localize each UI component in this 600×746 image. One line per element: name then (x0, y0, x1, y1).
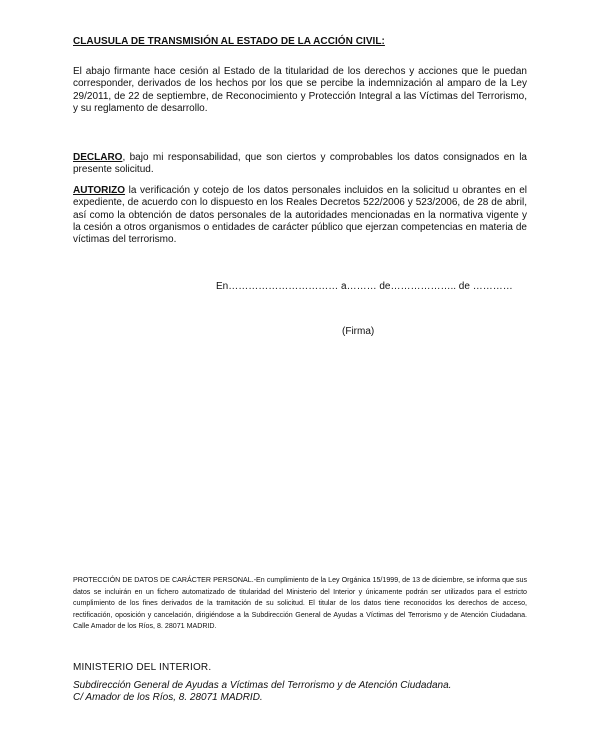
cession-paragraph: El abajo firmante hace cesión al Estado de la titularidad de los derechos y acciones que le puedan corresponder, derivados de los hechos por los que se percibe la indemnización al amparo de la Ley 29/2011, de 22 de septiembre, de Reconocimiento y Protección Integral a las Víctimas del Terrorismo, y su reglamento de desarrollo. (73, 66, 527, 114)
autorizo-keyword: AUTORIZO (73, 185, 126, 196)
subdirectorate-name: Subdirección General de Ayudas a Víctimas del Terrorismo y de Atención Ciudadana. (73, 680, 452, 691)
signature-label: (Firma) (342, 326, 375, 337)
postal-address: C/ Amador de los Ríos, 8. 28071 MADRID. (73, 692, 263, 703)
authorization-paragraph (73, 185, 527, 246)
declaro-keyword: DECLARO (73, 152, 123, 163)
place-date-line: En…………………………… a……… de……………….. de ………… (216, 281, 513, 292)
declaro-text: , bajo mi responsabilidad, que son ciertos y comprobables los datos consignados en la presente solicitud. (73, 152, 527, 176)
declaration-paragraph (73, 152, 527, 177)
ministry-name: MINISTERIO DEL INTERIOR. (73, 662, 212, 673)
privacy-notice: PROTECCIÓN DE DATOS DE CARÁCTER PERSONAL.-En cumplimiento de la Ley Orgánica 15/1999, de 13 de diciembre, se informa que sus datos se incluirán en un fichero automatizado de titularidad del Ministerio del Interior y únicamente podrán ser utilizados para el estricto cumplimiento de los fines derivados de la tramitación de su solicitud. El titular de los datos tiene reconocidos los derechos de acceso, rectificación, oposición y cancelación, dirigiéndose a la Subdirección General de Ayudas a Víctimas del Terrorismo y de Atención Ciudadana. Calle Amador de los Ríos, 8. 28071 MADRID. (73, 576, 527, 631)
autorizo-text: la verificación y cotejo de los datos personales incluidos en la solicitud u obrantes en el expediente, de acuerdo con lo dispuesto en los Reales Decretos 522/2006 y 523/2006, de 28 de abril, así como la obtención de datos personales de la autoridades mencionadas en la normativa vigente y la cesión a otros organismos o entidades de carácter público que ejerzan competencias en materia de víctimas del terrorismo. (73, 185, 527, 246)
clause-title: CLAUSULA DE TRANSMISIÓN AL ESTADO DE LA ACCIÓN CIVIL: (73, 36, 385, 47)
